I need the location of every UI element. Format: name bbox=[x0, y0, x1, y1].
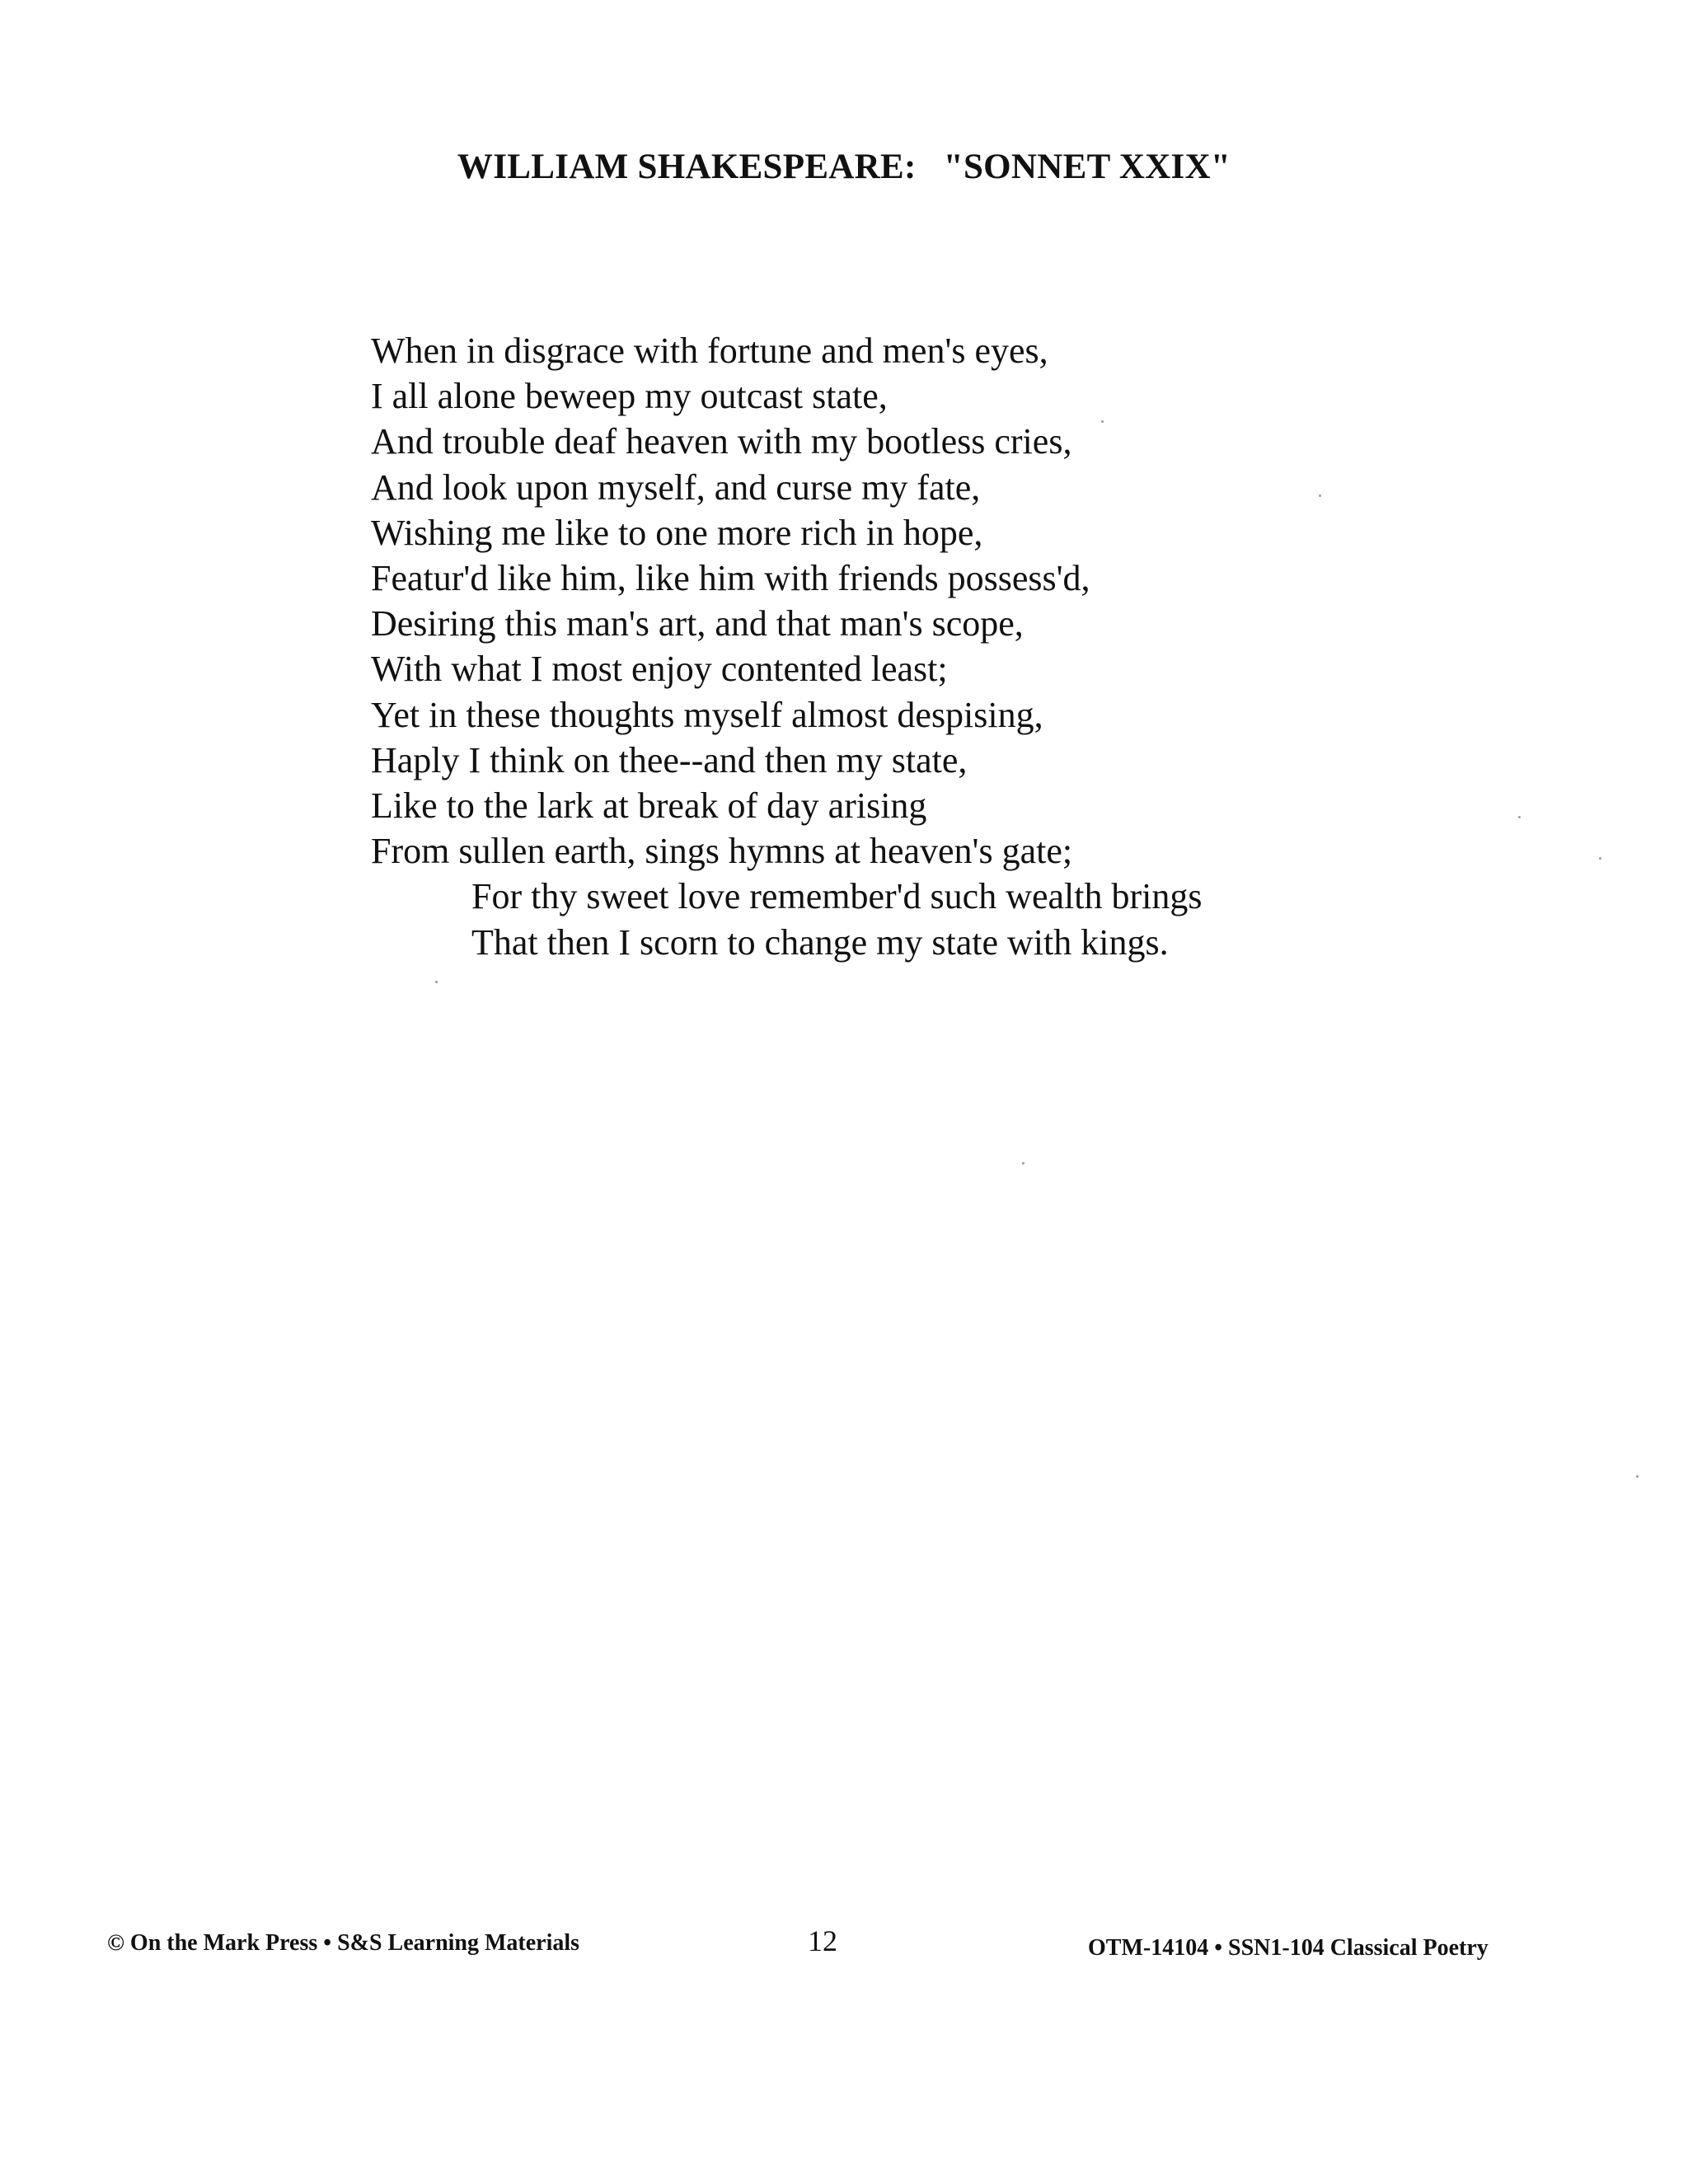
poem-line: I all alone beweep my outcast state, bbox=[371, 376, 888, 417]
footer-product-code: OTM-14104 • SSN1-104 Classical Poetry bbox=[1088, 1935, 1489, 1961]
scan-speck bbox=[1022, 1162, 1025, 1165]
poem-line: Like to the lark at break of day arising bbox=[371, 785, 927, 827]
poem-line: Yet in these thoughts myself almost despising, bbox=[371, 694, 1043, 735]
poem-line: Featur'd like him, like him with friends possess'd, bbox=[371, 558, 1090, 599]
footer-page-number: 12 bbox=[808, 1924, 837, 1957]
couplet-line: For thy sweet love remember'd such wealth brings bbox=[471, 876, 1203, 917]
poem-line: And trouble deaf heaven with my bootless cries, bbox=[371, 421, 1072, 462]
scan-speck bbox=[1319, 494, 1321, 497]
scan-speck bbox=[1636, 1475, 1639, 1478]
couplet-line: That then I scorn to change my state with kings. bbox=[471, 921, 1169, 963]
page-title: WILLIAM SHAKESPEARE: "SONNET XXIX" bbox=[457, 148, 1231, 186]
poem-line: From sullen earth, sings hymns at heaven's gate; bbox=[371, 831, 1073, 872]
scan-speck bbox=[435, 981, 438, 983]
poem-line: Haply I think on thee--and then my state, bbox=[371, 739, 968, 780]
scan-speck bbox=[1599, 857, 1601, 860]
poem-line: Desiring this man's art, and that man's scope, bbox=[371, 603, 1024, 644]
poem-line: When in disgrace with fortune and men's eyes, bbox=[371, 330, 1048, 371]
poem-line: With what I most enjoy contented least; bbox=[371, 649, 948, 690]
sonnet-text bbox=[371, 328, 1203, 965]
footer-publisher: © On the Mark Press • S&S Learning Materials bbox=[107, 1930, 580, 1956]
poem-line: And look upon myself, and curse my fate, bbox=[371, 466, 981, 508]
scan-speck bbox=[1101, 420, 1104, 423]
scan-speck bbox=[1518, 816, 1521, 818]
poem-line: Wishing me like to one more rich in hope, bbox=[371, 512, 983, 553]
